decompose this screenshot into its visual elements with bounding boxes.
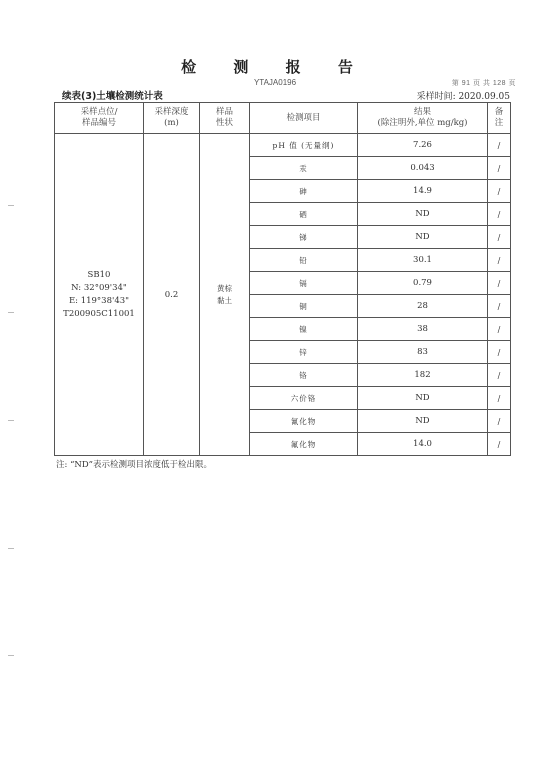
header-result (358, 103, 488, 134)
item-cell: 汞 (250, 157, 358, 180)
remark-cell: / (488, 341, 511, 364)
remark-cell: / (488, 180, 511, 203)
site-cell (55, 134, 144, 456)
scan-speck (8, 205, 14, 206)
remark-cell: / (488, 272, 511, 295)
page-info: 第 91 页 共 128 页 (451, 80, 516, 87)
item-cell: 六价铬 (250, 387, 358, 410)
remark-cell: / (488, 203, 511, 226)
header-depth-line1: 采样深度 (154, 107, 189, 117)
result-cell: ND (358, 203, 488, 226)
header-site (55, 103, 144, 134)
soil-test-table (54, 102, 511, 456)
item-cell: 镍 (250, 318, 358, 341)
remark-cell: / (488, 318, 511, 341)
header-site-line2: 样品编号 (81, 118, 116, 128)
remark-cell: / (488, 433, 511, 456)
sample-date: 采样时间: 2020.09.05 (416, 92, 510, 102)
site-latitude: N: 32°09'34" (71, 282, 127, 293)
remark-cell: / (488, 364, 511, 387)
result-cell: 14.9 (358, 180, 488, 203)
scan-speck (8, 420, 14, 421)
shape-line1: 黄棕 (217, 283, 232, 293)
table-row (55, 134, 511, 157)
depth-cell: 0.2 (144, 134, 200, 456)
result-cell: 83 (358, 341, 488, 364)
scan-speck (8, 655, 14, 656)
header-shape-line2: 性状 (215, 118, 233, 128)
result-cell: 0.79 (358, 272, 488, 295)
result-cell: 30.1 (358, 249, 488, 272)
item-cell: pH 值 (无量纲) (250, 134, 358, 157)
sample-code: T200905C11001 (63, 308, 135, 319)
item-cell: 氰化物 (250, 410, 358, 433)
header-remark-line2: 注 (494, 118, 504, 128)
header-shape (200, 103, 250, 134)
result-cell: ND (358, 226, 488, 249)
item-cell: 镉 (250, 272, 358, 295)
table-caption: 续表(3)土壤检测统计表 (62, 91, 163, 102)
remark-cell: / (488, 134, 511, 157)
item-cell: 铜 (250, 295, 358, 318)
header-depth-line2: (m) (164, 118, 179, 128)
item-cell: 铅 (250, 249, 358, 272)
remark-cell: / (488, 387, 511, 410)
shape-line2: 黏土 (217, 295, 232, 305)
result-cell: 182 (358, 364, 488, 387)
item-cell: 硒 (250, 203, 358, 226)
remark-cell: / (488, 157, 511, 180)
result-cell: ND (358, 410, 488, 433)
table-header-row (55, 103, 511, 134)
remark-cell: / (488, 410, 511, 433)
remark-cell: / (488, 226, 511, 249)
header-depth (144, 103, 200, 134)
header-site-line1: 采样点位/ (80, 107, 118, 117)
report-title: 检 测 报 告 (181, 58, 369, 76)
item-cell: 铬 (250, 364, 358, 387)
header-result-line2: (除注明外,单位 mg/kg) (377, 118, 468, 128)
result-cell: 28 (358, 295, 488, 318)
item-cell: 锑 (250, 226, 358, 249)
header-remark-line1: 备 (494, 107, 504, 117)
item-cell: 砷 (250, 180, 358, 203)
result-cell: 0.043 (358, 157, 488, 180)
site-longitude: E: 119°38'43" (68, 295, 130, 306)
site-name: SB10 (87, 269, 111, 280)
header-remark (488, 103, 511, 134)
report-number: YTAJA0196 (253, 78, 297, 87)
shape-cell (200, 134, 250, 456)
result-cell: 38 (358, 318, 488, 341)
scan-speck (8, 548, 14, 549)
item-cell: 氟化物 (250, 433, 358, 456)
item-cell: 锌 (250, 341, 358, 364)
scan-speck (8, 312, 14, 313)
remark-cell: / (488, 249, 511, 272)
result-cell: 7.26 (358, 134, 488, 157)
header-result-line1: 结果 (413, 107, 431, 117)
header-item: 检测项目 (250, 103, 358, 134)
remark-cell: / (488, 295, 511, 318)
result-cell: 14.0 (358, 433, 488, 456)
result-cell: ND (358, 387, 488, 410)
footnote: 注: “ND”表示检测项目浓度低于检出限。 (56, 460, 213, 470)
header-shape-line1: 样品 (215, 107, 233, 117)
